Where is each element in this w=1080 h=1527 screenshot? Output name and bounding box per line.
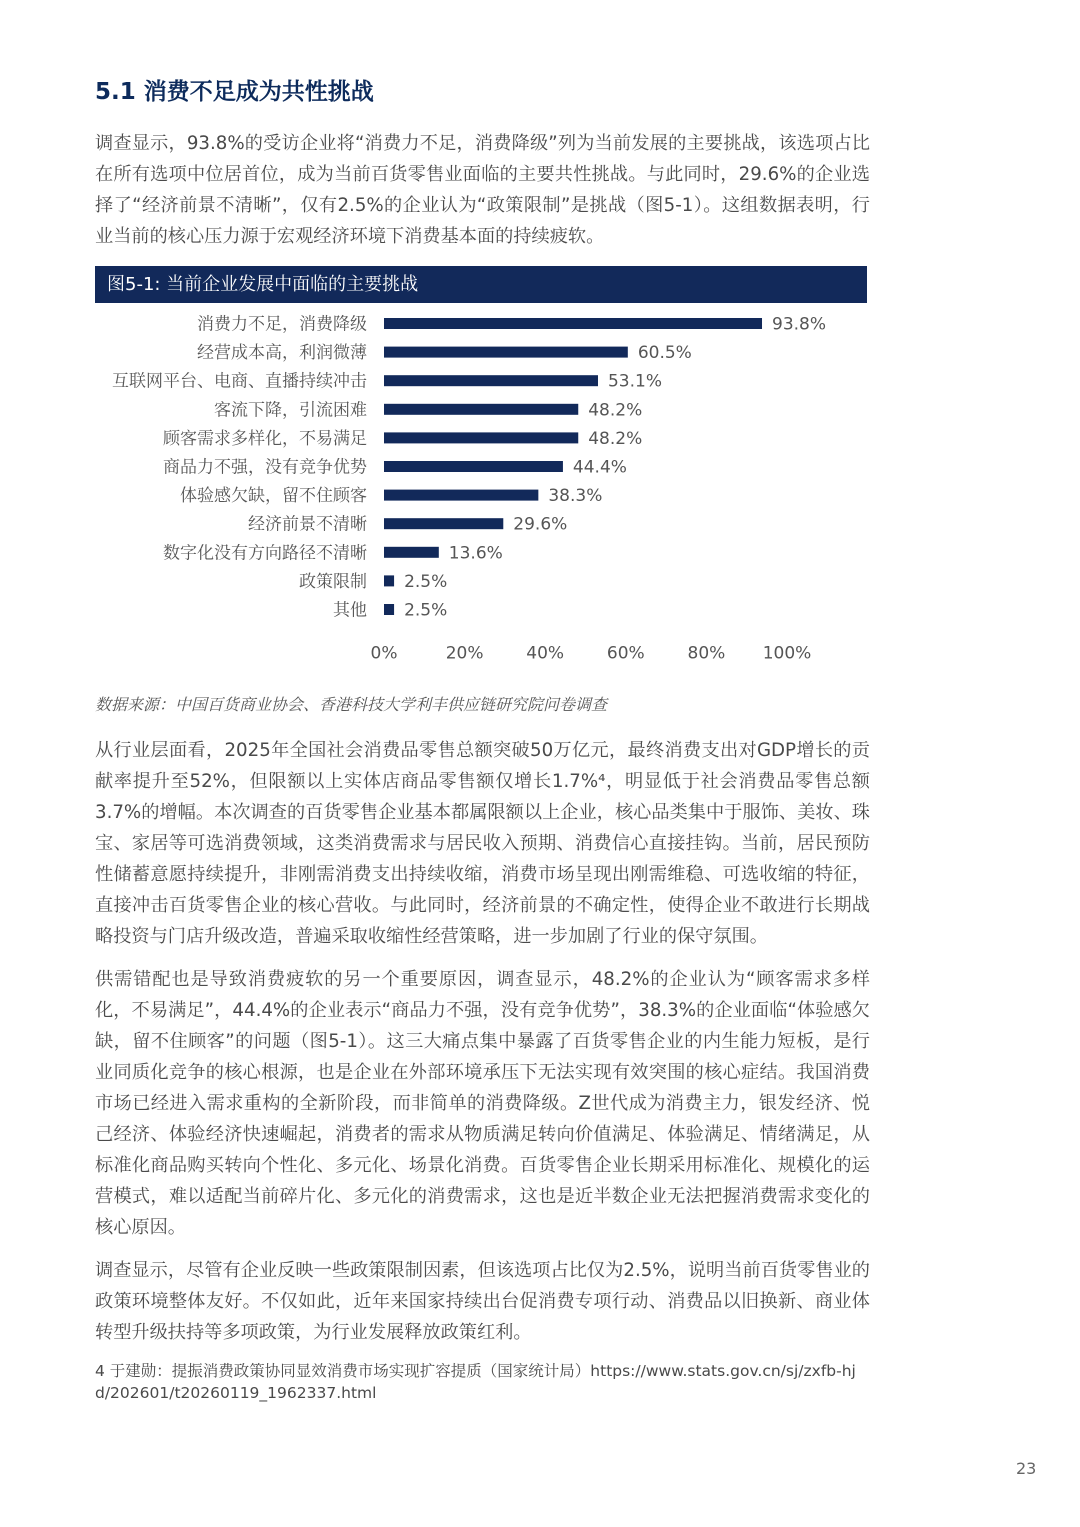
value-label: 48.2% — [588, 428, 643, 449]
page-number: 23 — [1016, 1459, 1037, 1478]
x-tick-label: 60% — [606, 643, 645, 664]
category-label: 政策限制 — [299, 571, 367, 592]
category-label: 经营成本高，利润微薄 — [197, 343, 367, 364]
bar — [384, 432, 578, 443]
figure-title: 图5-1: 当前企业发展中面临的主要挑战 — [95, 266, 867, 303]
category-label: 经济前景不清晰 — [248, 514, 367, 535]
bar — [384, 404, 578, 415]
figure-source: 数据来源：中国百货商业协会、香港科技大学利丰供应链研究院问卷调查 — [95, 695, 608, 714]
x-tick-label: 100% — [762, 643, 812, 664]
category-label: 数字化没有方向路径不清晰 — [163, 543, 367, 564]
value-label: 2.5% — [404, 600, 448, 621]
bar-chart-svg — [95, 303, 870, 693]
bar — [384, 375, 598, 386]
section-title: 5.1 消费不足成为共性挑战 — [95, 79, 374, 105]
bar — [384, 318, 762, 329]
category-label: 消费力不足，消费降级 — [197, 314, 367, 335]
paragraph-policy: 调查显示，尽管有企业反映一些政策限制因素，但该选项占比仅为2.5%，说明当前百货零售业的政策环境整体友好。不仅如此，近年来国家持续出台促消费专项行动、消费品以旧换新、商业体转型升级扶持等多项政策，为行业发展释放政策红利。 — [95, 1260, 870, 1343]
value-label: 48.2% — [588, 400, 643, 421]
category-label: 其他 — [333, 600, 367, 621]
value-label: 60.5% — [637, 343, 692, 364]
footnote: 4 于建勋：提振消费政策协同显效消费市场实现扩容提质（国家统计局）https://www.stats.gov.cn/sj/zxfb-hjd/202601/t20260119_1962337.html — [95, 1362, 856, 1402]
bar — [384, 575, 394, 586]
bar — [384, 547, 439, 558]
value-label: 38.3% — [548, 486, 603, 507]
bar — [384, 347, 628, 358]
category-label: 体验感欠缺，留不住顾客 — [180, 486, 367, 507]
value-label: 44.4% — [572, 457, 627, 478]
value-label: 93.8% — [772, 314, 827, 335]
category-label: 顾客需求多样化，不易满足 — [163, 428, 367, 449]
value-label: 2.5% — [404, 571, 448, 592]
bar — [384, 604, 394, 615]
paragraph-intro: 调查显示，93.8%的受访企业将“消费力不足，消费降级”列为当前发展的主要挑战，该选项占比在所有选项中位居首位，成为当前百货零售业面临的主要共性挑战。与此同时，29.6%的企业选择了“经济前景不清晰”，仅有2.5%的企业认为“政策限制”是挑战（图5-1）。这组数据表明，行业当前的核心压力源于宏观经济环境下消费基本面的持续疲软。 — [95, 133, 870, 247]
value-label: 53.1% — [607, 371, 663, 392]
x-tick-label: 80% — [687, 643, 726, 664]
paragraph-industry: 从行业层面看，2025年全国社会消费品零售总额突破50万亿元，最终消费支出对GDP增长的贡献率提升至52%，但限额以上实体店商品零售额仅增长1.7%⁴，明显低于社会消费品零售总额3.7%的增幅。本次调查的百货零售企业基本都属限额以上企业，核心品类集中于服饰、美妆、珠宝、家居等可选消费领域，这类消费需求与居民收入预期、消费信心直接挂钩。当前，居民预防性储蓄意愿持续提升，非刚需消费支出持续收缩，消费市场呈现出刚需维稳、可选收缩的特征，直接冲击百货零售企业的核心营收。与此同时，经济前景的不确定性，使得企业不敢进行长期战略投资与门店升级改造，普遍采取收缩性经营策略，进一步加剧了行业的保守氛围。 — [95, 740, 870, 947]
bar — [384, 461, 563, 472]
bar — [384, 518, 503, 529]
x-tick-label: 0% — [370, 643, 398, 664]
category-label: 互联网平台、电商、直播持续冲击 — [112, 371, 367, 392]
value-label: 29.6% — [513, 514, 568, 535]
x-tick-label: 20% — [445, 643, 484, 664]
page-content — [95, 70, 870, 1404]
value-label: 13.6% — [448, 543, 503, 564]
bar — [384, 490, 538, 501]
category-label: 客流下降，引流困难 — [214, 400, 367, 421]
x-tick-label: 40% — [526, 643, 565, 664]
bar-chart — [95, 303, 870, 693]
paragraph-supply-demand: 供需错配也是导致消费疲软的另一个重要原因，调查显示，48.2%的企业认为“顾客需求多样化，不易满足”，44.4%的企业表示“商品力不强，没有竞争优势”，38.3%的企业面临“体验感欠缺，留不住顾客”的问题（图5-1）。这三大痛点集中暴露了百货零售企业的内生能力短板，是行业同质化竞争的核心根源，也是企业在外部环境承压下无法实现有效突围的核心症结。我国消费市场已经进入需求重构的全新阶段，而非简单的消费降级。Z世代成为消费主力，银发经济、悦己经济、体验经济快速崛起，消费者的需求从物质满足转向价值满足、体验满足、情绪满足，从标准化商品购买转向个性化、多元化、场景化消费。百货零售企业长期采用标准化、规模化的运营模式，难以适配当前碎片化、多元化的消费需求，这也是近半数企业无法把握消费需求变化的核心原因。 — [95, 969, 870, 1238]
category-label: 商品力不强，没有竞争优势 — [163, 457, 367, 478]
